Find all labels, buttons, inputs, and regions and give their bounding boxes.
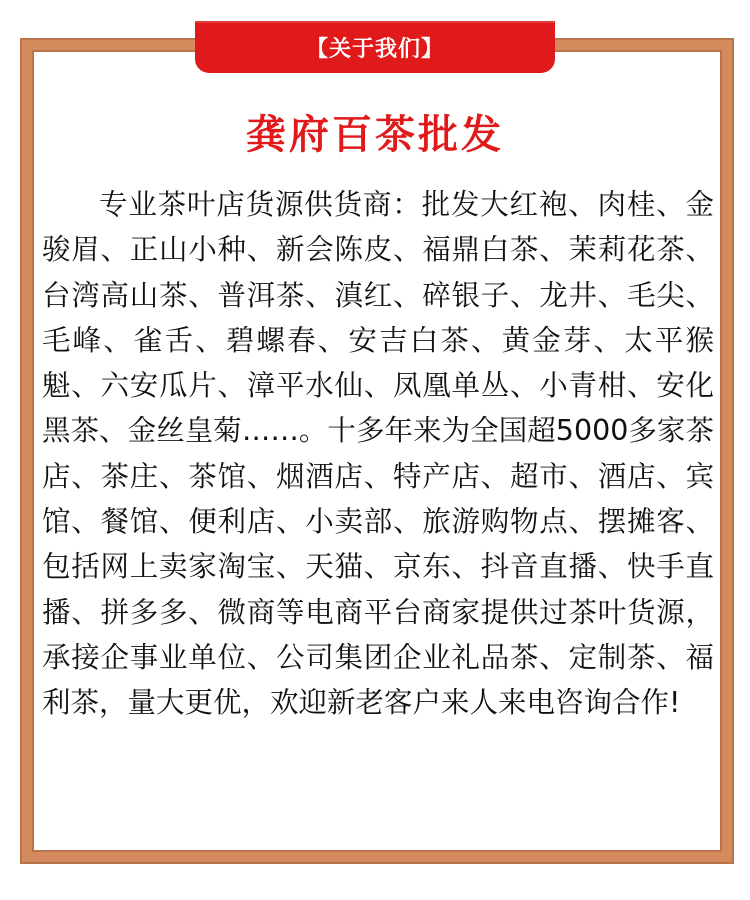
page-title: 龚府百茶批发 [246,111,504,158]
about-us-tab-label: 【关于我们】 [305,36,444,62]
about-us-tab [195,21,555,73]
about-paragraph: 专业茶叶店货源供货商：批发大红袍、肉桂、金骏眉、正山小种、新会陈皮、福鼎白茶、茉莉花茶、台湾高山茶、普洱茶、滇红、碎银子、龙井、毛尖、毛峰、雀舌、碧螺春、安吉白茶、黄金芽、太平猴魁、六安瓜片、漳平水仙、凤凰单丛、小青柑、安化黑茶、金丝皇菊……。十多年来为全国超5000多家茶店、茶庄、茶馆、烟酒店、特产店、超市、酒店、宾馆、餐馆、便利店、小卖部、旅游购物点、摆摊客、包括网上卖家淘宝、天猫、京东、抖音直播、快手直播、拼多多、微商等电商平台商家提供过茶叶货源，承接企事业单位、公司集团企业礼品茶、定制茶、福利茶，量大更优，欢迎新老客户来人来电咨询合作! [42,188,714,720]
